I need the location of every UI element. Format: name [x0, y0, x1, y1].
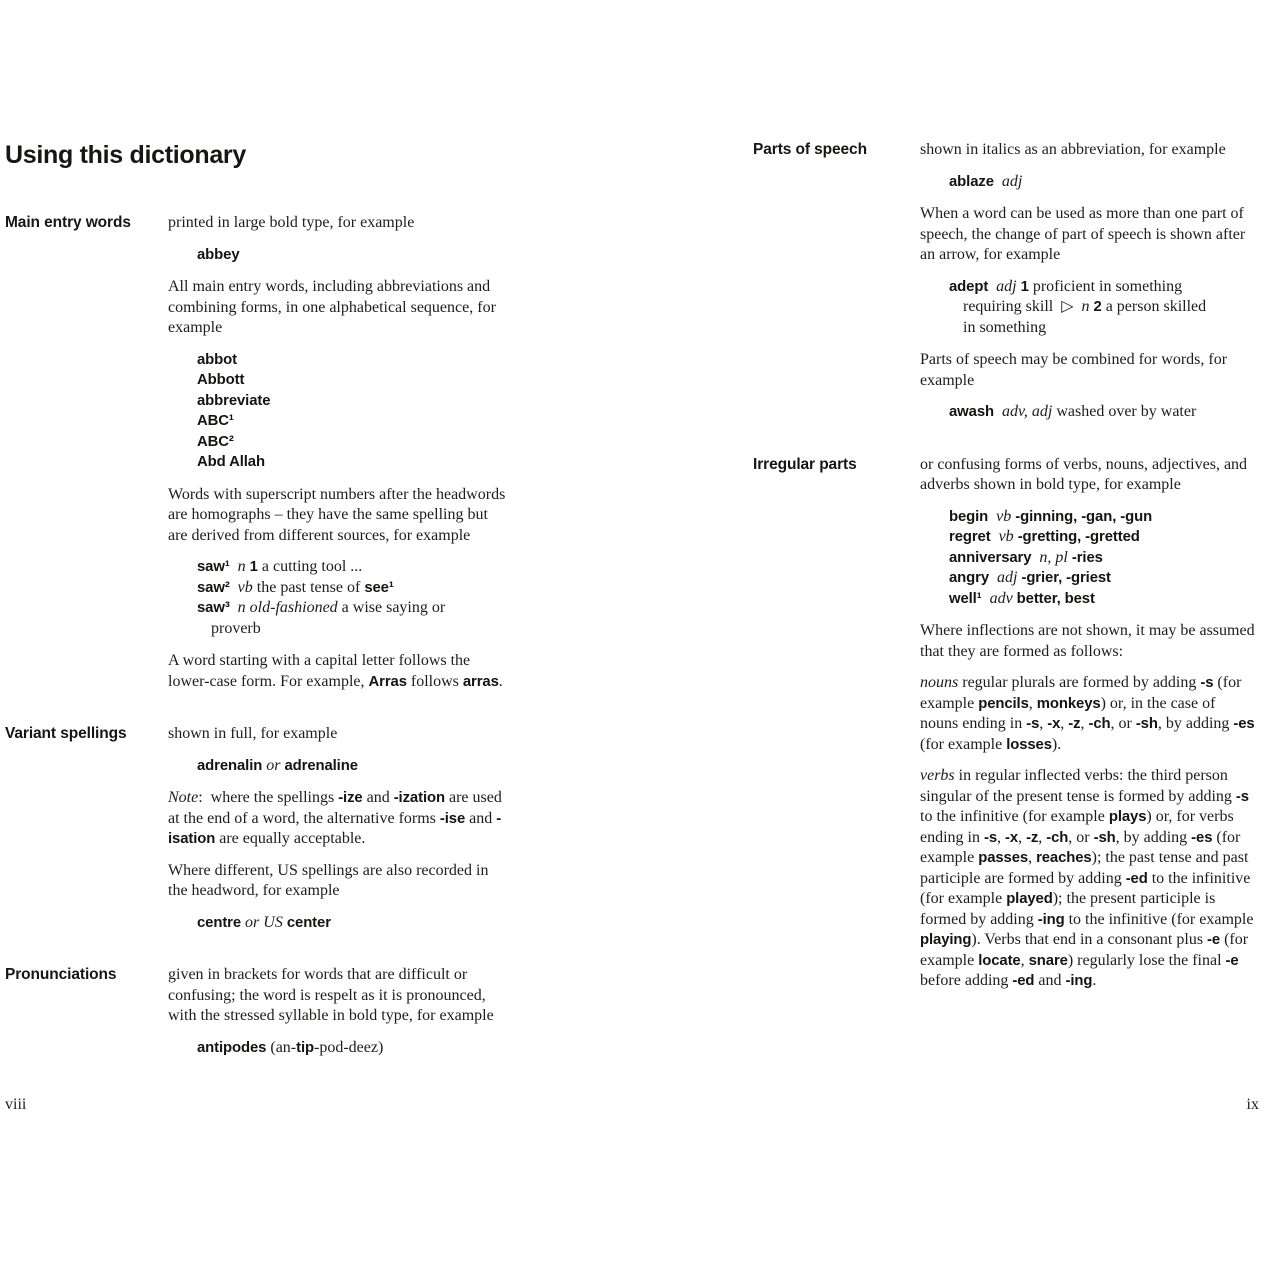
paragraph: [168, 213, 510, 234]
bold-term: passes: [978, 850, 1029, 866]
bold-term: ABC²: [197, 433, 234, 450]
example-block: [168, 913, 510, 934]
example-line: [949, 402, 1256, 423]
bold-term: -s: [1200, 675, 1214, 691]
italic-term: vb: [996, 507, 1012, 525]
text-run: .: [1092, 972, 1097, 989]
italic-term: or: [266, 756, 281, 774]
text-run: follows: [406, 672, 463, 690]
paragraph: [168, 277, 510, 339]
bold-term: centre: [197, 914, 242, 931]
text-run: [230, 558, 238, 575]
text-run: before adding: [920, 972, 1013, 989]
text-run: and: [465, 809, 497, 827]
bold-term: -ise: [439, 810, 466, 827]
section-label: Pronunciations: [5, 966, 117, 983]
bold-term: abbey: [197, 246, 240, 263]
section-label: Main entry words: [5, 214, 131, 231]
italic-term: US: [263, 913, 283, 931]
text-run: A word starting with a capital letter follows the lower-case form. For example,: [168, 652, 471, 690]
example-line: [197, 350, 510, 371]
bold-term: -ization: [393, 790, 445, 806]
bold-term: awash: [949, 404, 994, 420]
bold-term: -es: [1191, 829, 1213, 846]
example-line: [949, 527, 1256, 548]
text-run: proverb: [211, 619, 261, 637]
text-run: are used at the end of a word, the alternative forms: [168, 789, 502, 827]
example-line: [949, 568, 1256, 589]
bold-term: antipodes: [197, 1039, 267, 1056]
paragraph: [168, 724, 510, 745]
bold-term: see¹: [364, 579, 394, 596]
text-run: ,: [1039, 715, 1048, 732]
text-run: [988, 508, 996, 525]
bold-term: saw²: [197, 579, 230, 596]
bold-term: center: [286, 914, 331, 931]
text-run: -pod-deez): [314, 1038, 384, 1056]
text-run: ,: [997, 828, 1006, 846]
paragraph: [168, 788, 510, 850]
bold-term: better, best: [1016, 590, 1095, 607]
text-run: ,: [1020, 951, 1029, 969]
text-run: regular plurals are formed by adding: [958, 674, 1201, 691]
section-content: [920, 455, 1256, 992]
italic-term: n, pl: [1039, 548, 1068, 566]
bold-term: -s: [984, 829, 998, 846]
italic-term: n: [237, 599, 246, 616]
bold-term: -x: [1005, 829, 1019, 846]
text-run: ,: [1028, 849, 1037, 866]
right-sections-container: [753, 140, 1256, 992]
bold-term: -ginning, -gan, -gun: [1015, 508, 1153, 525]
text-run: ,: [1028, 694, 1037, 712]
italic-term: adj: [997, 569, 1018, 586]
section-label: Irregular parts: [753, 455, 857, 473]
text-run: or confusing forms of verbs, nouns, adjectives, and adverbs shown in bold type, for example: [920, 455, 1248, 493]
example-line: [949, 507, 1256, 528]
text-run: ,: [1080, 715, 1089, 732]
text-run: ) regularly lose the final: [1067, 951, 1226, 969]
text-run: ) or, for verbs ending in: [920, 808, 1234, 846]
text-run: printed in large bold type, for example: [168, 214, 415, 231]
example-block: [920, 507, 1256, 610]
example-line: [949, 172, 1256, 193]
text-run: (for example: [920, 674, 1242, 712]
text-run: [982, 590, 990, 607]
text-run: [230, 579, 238, 596]
text-run: requiring skill ▷: [963, 298, 1082, 315]
text-run: ).: [1051, 735, 1062, 753]
bold-term: 2: [1093, 299, 1102, 315]
paragraph: [920, 455, 1256, 496]
bold-term: -ize: [338, 790, 363, 806]
section-label: Variant spellings: [5, 725, 127, 742]
text-run: proficient in something: [1028, 277, 1183, 295]
italic-term: verbs: [920, 767, 955, 784]
text-run: Words with superscript numbers after the headwords are homographs – they have the same spelling but are derived from different sources, for example: [168, 485, 506, 544]
text-run: are equally acceptable.: [215, 830, 366, 847]
text-run: and: [1034, 972, 1066, 989]
section-content: [168, 724, 510, 933]
bold-term: tip: [296, 1039, 314, 1056]
bold-term: -ed: [1012, 973, 1035, 989]
example-block: [920, 402, 1256, 423]
bold-term: regret: [949, 529, 991, 545]
text-run: ) or, in the case of nouns ending in: [920, 694, 1216, 732]
guide-section: [5, 965, 510, 1058]
bold-term: -s: [1235, 788, 1249, 805]
italic-term: nouns: [920, 674, 959, 691]
paragraph: [168, 965, 510, 1027]
bold-term: begin: [949, 508, 989, 525]
left-page: [5, 140, 510, 1058]
bold-term: -ed: [1125, 870, 1148, 887]
bold-term: 1: [1020, 278, 1029, 295]
text-run: : where the spellings: [198, 789, 339, 806]
bold-term: -ing: [1065, 973, 1093, 989]
text-run: Parts of speech may be combined for words, for example: [920, 351, 1228, 389]
example-line: [197, 557, 510, 578]
bold-term: -e: [1225, 952, 1239, 969]
bold-term: -ing: [1037, 911, 1065, 928]
italic-term: or: [245, 913, 260, 931]
bold-term: snare: [1028, 952, 1068, 969]
text-run: ,: [1060, 715, 1069, 732]
text-run: .: [498, 672, 503, 690]
paragraph: [920, 621, 1256, 662]
text-run: ,: [1038, 828, 1047, 846]
text-run: ). Verbs that end in a consonant plus: [971, 931, 1208, 948]
example-line: [949, 589, 1256, 610]
paragraph: [920, 766, 1256, 992]
bold-term: anniversary: [949, 549, 1032, 566]
text-run: [994, 403, 1002, 420]
text-run: shown in italics as an abbreviation, for example: [920, 141, 1226, 158]
italic-term: n: [1081, 298, 1090, 315]
text-run: in regular inflected verbs: the third person singular of the present tense is formed by adding: [920, 767, 1236, 805]
bold-term: playing: [920, 932, 972, 948]
text-run: (for example: [920, 735, 1007, 753]
text-run: All main entry words, including abbreviations and combining forms, in one alphabetical sequence, for example: [168, 278, 496, 336]
text-run: ); the present participle is formed by adding: [920, 890, 1216, 928]
italic-term: n: [237, 558, 246, 575]
example-line: [949, 297, 1256, 318]
example-line: [949, 277, 1256, 298]
paragraph: [920, 140, 1256, 161]
example-line: [197, 1038, 510, 1059]
example-line: [197, 452, 510, 473]
text-run: Where different, US spellings are also recorded in the headword, for example: [168, 861, 489, 899]
text-run: (for example: [920, 828, 1241, 866]
italic-term: adv, adj: [1001, 403, 1053, 420]
text-run: and: [362, 789, 394, 806]
text-run: [991, 528, 999, 545]
italic-term: vb: [237, 578, 253, 596]
italic-term: adv: [989, 589, 1013, 607]
paragraph: [920, 673, 1256, 755]
bold-term: abbreviate: [197, 392, 271, 409]
example-block: [168, 1038, 510, 1059]
bold-term: -x: [1047, 716, 1061, 732]
bold-term: saw³: [197, 600, 230, 616]
text-run: When a word can be used as more than one part of speech, the change of part of speech is shown after an arrow, for example: [920, 205, 1246, 263]
example-line: [197, 578, 510, 599]
section-label: Parts of speech: [753, 141, 867, 158]
paragraph: [168, 651, 510, 692]
bold-term: adrenaline: [284, 757, 358, 774]
bold-term: locate: [978, 952, 1021, 969]
text-run: ); the past tense and past participle are formed by adding: [920, 849, 1249, 887]
italic-term: old-fashioned: [249, 599, 338, 616]
text-run: given in brackets for words that are difficult or confusing; the word is respelt as it is pronounced, with the stressed syllable in bold type, for example: [168, 966, 494, 1024]
bold-term: reaches: [1036, 850, 1092, 866]
example-line: [197, 598, 510, 619]
section-content: [920, 140, 1256, 423]
text-run: a wise saying or: [337, 599, 446, 616]
bold-term: played: [1006, 891, 1053, 907]
bold-term: -ch: [1046, 829, 1069, 846]
example-block: [168, 756, 510, 777]
bold-term: -s: [1026, 716, 1040, 732]
bold-term: Arras: [368, 673, 407, 690]
example-line: [197, 245, 510, 266]
italic-term: adj: [1001, 172, 1023, 190]
paragraph: [168, 861, 510, 902]
bold-term: -isation: [168, 810, 502, 847]
page-number-left: viii: [5, 1096, 27, 1113]
bold-term: -z: [1026, 829, 1039, 846]
text-run: to the infinitive (for example: [920, 808, 1109, 825]
example-line: [197, 391, 510, 412]
text-run: in something: [963, 318, 1047, 336]
example-line: [197, 913, 510, 934]
bold-term: losses: [1006, 736, 1052, 753]
text-run: , by adding: [1157, 715, 1234, 732]
bold-term: -e: [1207, 932, 1221, 948]
italic-term: Note: [168, 789, 199, 806]
italic-term: vb: [998, 528, 1014, 545]
bold-term: -sh: [1093, 829, 1116, 846]
paragraph: [920, 204, 1256, 266]
text-run: Where inflections are not shown, it may be assumed that they are formed as follows:: [920, 622, 1255, 660]
bold-term: adept: [949, 278, 989, 295]
example-line: [949, 318, 1256, 339]
text-run: [988, 278, 996, 295]
bold-term: Abbott: [197, 372, 245, 388]
left-sections-container: [5, 213, 510, 1058]
text-run: [230, 599, 238, 616]
text-run: washed over by water: [1052, 403, 1197, 420]
example-block: [920, 277, 1256, 339]
bold-term: -grier, -griest: [1021, 570, 1111, 586]
page-number-right: ix: [1246, 1096, 1259, 1113]
text-run: a cutting tool ...: [257, 558, 363, 575]
guide-section: [753, 140, 1256, 423]
text-run: [994, 173, 1002, 190]
example-line: [197, 411, 510, 432]
example-line: [197, 370, 510, 391]
paragraph: [920, 350, 1256, 391]
example-block: [168, 557, 510, 639]
bold-term: -ries: [1071, 549, 1103, 566]
example-line: [949, 548, 1256, 569]
bold-term: pencils: [978, 695, 1029, 712]
text-run: to the infinitive (for example: [1064, 910, 1254, 928]
right-page: [753, 140, 1256, 992]
bold-term: -es: [1233, 716, 1255, 732]
text-run: , or: [1110, 715, 1136, 732]
example-line: [197, 756, 510, 777]
bold-term: -sh: [1135, 716, 1158, 732]
bold-term: monkeys: [1036, 695, 1101, 712]
bold-term: ABC¹: [197, 413, 234, 429]
bold-term: -gretting, -gretted: [1017, 529, 1140, 545]
bold-term: abbot: [197, 351, 237, 368]
bold-term: 1: [249, 559, 258, 575]
text-run: , or: [1068, 828, 1094, 846]
guide-section: [5, 213, 510, 692]
example-block: [168, 350, 510, 473]
bold-term: angry: [949, 570, 990, 586]
text-run: (an-: [266, 1038, 297, 1056]
section-content: [168, 965, 510, 1058]
bold-term: -ch: [1088, 716, 1111, 732]
paragraph: [168, 485, 510, 547]
bold-term: arras: [462, 673, 499, 690]
bold-term: Abd Allah: [197, 454, 265, 470]
section-content: [168, 213, 510, 692]
text-run: (for example: [920, 931, 1249, 969]
text-run: [989, 569, 997, 586]
text-run: to the infinitive (for example: [920, 869, 1251, 907]
example-line: [197, 619, 510, 640]
bold-term: well¹: [949, 590, 982, 607]
bold-term: adrenalin: [197, 757, 263, 774]
text-run: shown in full, for example: [168, 725, 338, 742]
guide-section: [753, 455, 1256, 992]
example-line: [197, 432, 510, 453]
bold-term: -z: [1068, 716, 1081, 732]
text-run: ,: [1018, 828, 1027, 846]
bold-term: plays: [1108, 809, 1147, 825]
guide-section: [5, 724, 510, 933]
example-block: [168, 245, 510, 266]
italic-term: adj: [996, 277, 1017, 295]
text-run: a person skilled: [1101, 298, 1207, 315]
bold-term: ablaze: [949, 173, 994, 190]
bold-term: saw¹: [197, 559, 230, 575]
example-block: [920, 172, 1256, 193]
text-run: the past tense of: [252, 578, 365, 596]
page-title: Using this dictionary: [5, 141, 246, 169]
text-run: , by adding: [1115, 828, 1192, 846]
